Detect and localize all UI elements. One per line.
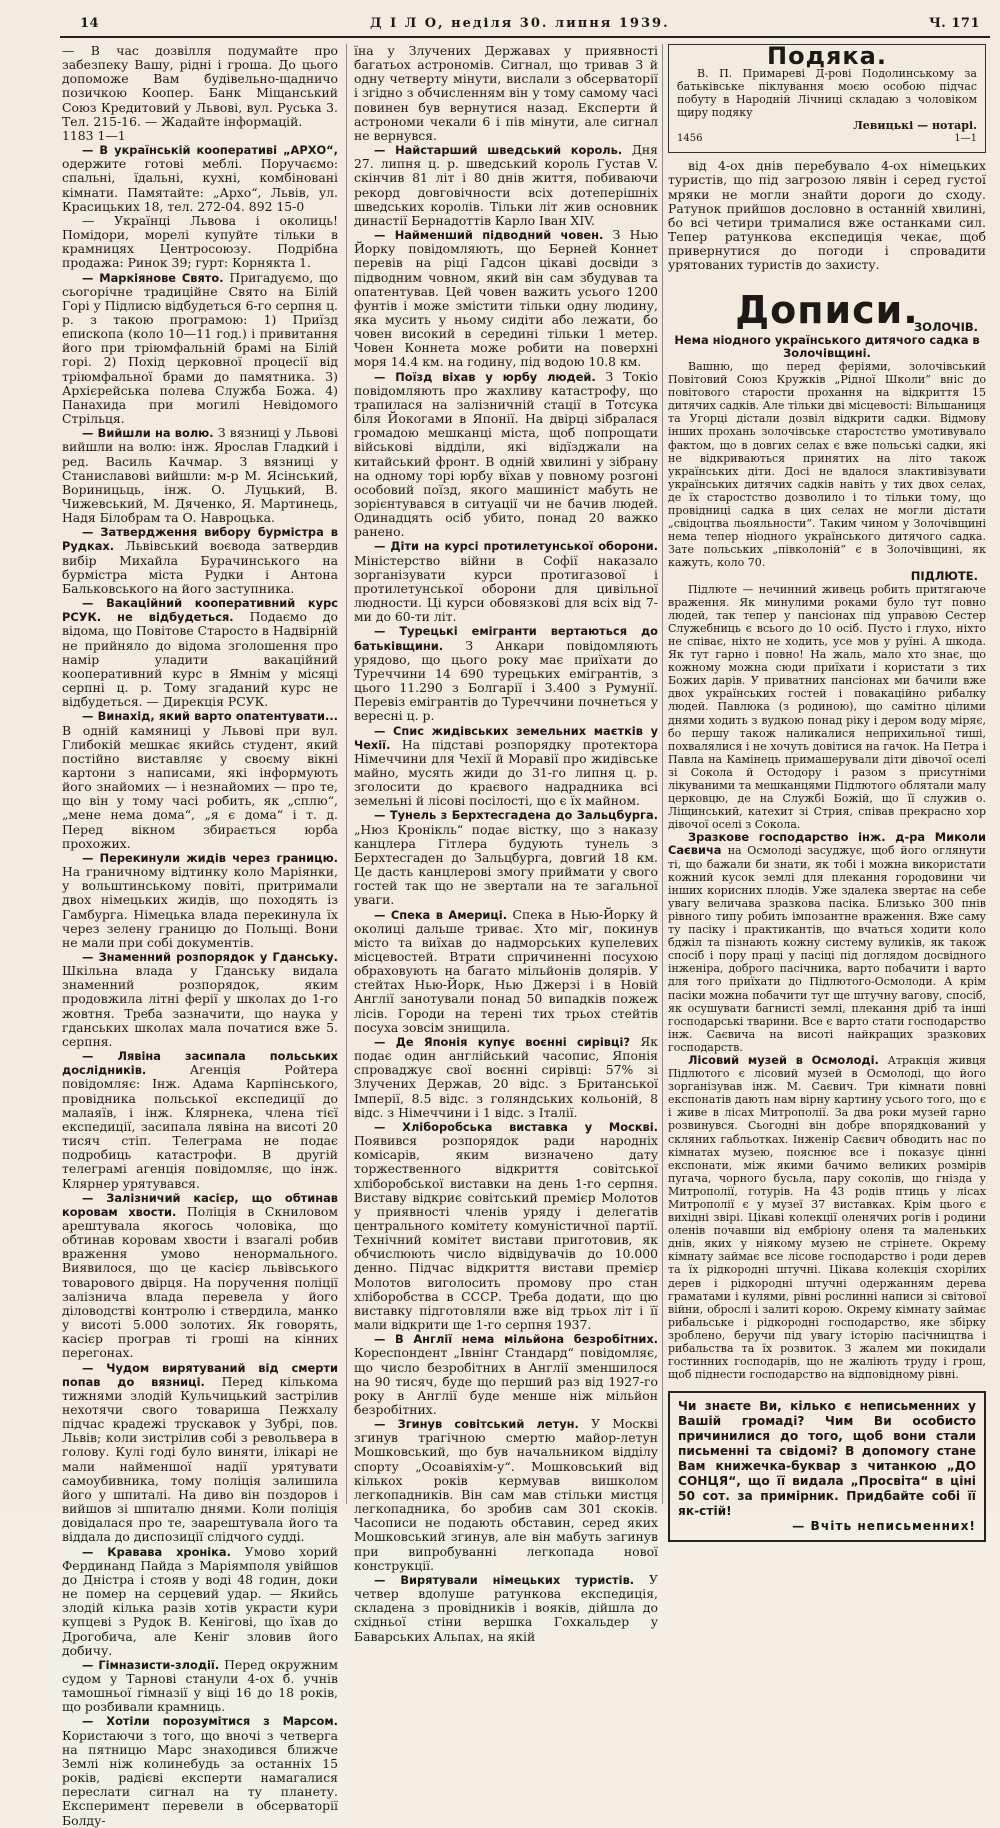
article — [62, 214, 338, 271]
article — [354, 1573, 658, 1644]
article-headline: — Затвердження вибору бурмістра в Рудках. — [62, 525, 338, 554]
article-headline: — Лявіна засипала польських дослідників. — [62, 1049, 338, 1078]
article-body: їна у Злучених Державах у приявності багатьох астрономів. Сигнал, що тривав 3 й одну четверту мінути, вислали з обсерваторії і згідно з обчисленням він у тому самому часі повинен був вернутися назад. Експерти й астрономи чекали 6 і пів мінути, але сигнал не вернувся. — [354, 43, 658, 143]
article-body: — Українці Львова і околиць! Помідори, морелі купуйте тільки в крамницях Центросоюзу. Подрібна продажа: Ринок 39; гурт: Корнякта 1. — [62, 212, 338, 271]
column-divider — [662, 44, 663, 1504]
article — [354, 1035, 658, 1120]
article-body: Кореспондент „Івнінг Стандард“ повідомляє, що число безробітних в Англії зменшилося на 90 тисяч, буде що перший раз від 1927-го року в Англії буде менше ніж мільйон безробітних. — [354, 1345, 658, 1417]
article — [62, 1361, 338, 1545]
promo-cta: — Вчіть неписьменних! — [792, 1519, 976, 1534]
article-headline: — Перекинули жидів через границю. — [82, 850, 338, 865]
article-body: У Москві згинув трагічною смертю майор-летун Мошковський, що був начальником відділу спорту „Осоавіяхім-у“. Мошковський від кількох років кермував вишколом легкопадників. Він сам мав стільки мистця легкопадника, бо зробив сам 301 скоків. Часописи не подають обставин, серед яких Мошковський згинув, але він мабуть загинув при випробуванні легкопада нової конструкції. — [354, 1416, 658, 1573]
article-body: Поліція в Скниловом арештувала якогось чоловіка, що обтинав коровам хвости і взагалі робив враження умово ненормального. Виявилося, що це касієр львівського товарового двірця. На поручення поліції залізнича влада перевела у його діловодстві контролю і ствердила, манко у висоті 5.000 золотих. Як говорять, касієр програв ті гроші на кінних перегонах. — [62, 1203, 338, 1361]
article-headline: — Вакаційний кооперативний курс РСУК. не відбудеться. — [62, 596, 338, 625]
article-body: З Токіо повідомляють про жахливу катастрофу, що трапилася на залізничній стації в Тотсука біля Йокогами в Японії. На двірці зібралася громадою мешканці міста, щоб попрощати військові відділи, які відїзджали на китайський фронт. В одній хвилині у зібрану на одному торі юрбу вїхав у повному розгоні особовий поїзд, якого машиніст мабуть не зорієнтувався в ситуації чи не бачив людей. Одинадцять осіб убито, понад 20 важко ранено. — [354, 368, 658, 540]
report-body — [668, 360, 986, 570]
article-body: З Анкари повідомляють урядово, що цього року має приїхати до Туреччини 14 690 турецьких емігрантів, з цього 11.290 з Болгарії і 3.400 з Румунії. Перевіз емігрантів до Туреччини почнеться у вересні ц. р. — [354, 637, 658, 724]
article — [62, 851, 338, 950]
article-headline: — Згинув совітський летун. — [374, 1417, 579, 1432]
issue-number: Ч. 171 — [928, 16, 980, 31]
header-rule — [60, 36, 990, 38]
article-headline: — Спис жидівських земельних маєтків у Чехії. — [354, 723, 658, 752]
article — [62, 596, 338, 709]
article — [62, 1658, 338, 1715]
article — [62, 1714, 338, 1827]
report-text: Атракція живця Підлютого є лісовий музей в Осмолоді, що його зорганізував інж. М. Саєвич. Три кімнати повні експонатів дають нам вірну картину усього того, що є і живе в лісах Митрополії. За два роки музей гарно розвинувся. Сьогодні він добре впорядкований у скляних габльотках. Інженір Саєвич обводить нас по кімнатах музею, пояснює все і показує цінні експонати, між якими бачимо великих розмірів пугача, чорного бусьла, пару соколів, що гнізда у Митрополії, готурів. На 43 родів птиць у лісах Митрополії є у музеї 37 виставках. Крім цього є вихідні звірі. Цікаві колекції оленячих рогів і родини оленів почавши від ембріону оленя та маленьких днів, яких у ніякому музею не стрінете. Окрему кімнату займає все лісове господарство і роди дерев та їх рідкородні штучні. Цікава колекція схорілих дерев і рідкородні штучні одержанням дерева граматами і кулями, рівні рослинні написи зі світової війни, оброслі і залиті корою. Окрему кімнату займає рибальське і рідкородні господарство, яке збірку зроблено, беручи під увагу історію пасічництва і рибальства та їх розвиток. З жалем ми покидали гостинних господарів, що не жаліють труду і грош, щоб піднести господарство на відповідному рівні. — [668, 1053, 987, 1382]
article-body: — В час дозвілля подумайте про забезпеку Вашу, рідні і гроша. До цього допоможе Вам будівельно-щадничо позичкою Коопер. Банк Міщанський Союз Кредитовий у Львові, вул. Руська 3. Тел. 215-16. — Жадайте інформацій. — [62, 43, 338, 129]
article-headline: — Поїзд віхав у юрбу людей. — [374, 369, 596, 384]
article — [354, 908, 658, 1035]
article — [354, 1120, 658, 1332]
article — [354, 1332, 658, 1417]
article — [62, 525, 338, 596]
article-headline: — Тунель з Берхтесгадена до Зальцбурга. — [374, 808, 658, 823]
article-body: Перед окружним судом у Тарнові станули 4-ох б. учнів тамошньої гімназії у віці 16 до 18 років, що розбивали крамниць. — [62, 1656, 339, 1715]
article-body: Як подає один англійський часопис, Японія спроваджує свої воєнні сирівці: 57% зі Злучених Держав, 20 відс. з Британської Імперії, 8.5 відс. з голяндських кольоній, 8 відс. з Німеччини і 1 відс. з Італії. — [354, 1033, 658, 1120]
page-header — [80, 16, 980, 38]
report-body — [668, 831, 986, 1054]
article — [354, 624, 658, 723]
article-body: Появився розпорядок ради народніх комісарів, яким визначено дату торжественного відкриття совітської хліборобської виставки на день 1-го серпня. Виставу відкриє совітський премієр Молотов у приявності членів уряду і делегатів центрального комітету комуністичної партії. Технічний комітет вистави приготовив, як обчислюють число відвідувачів до 10.000 денно. Підчас відкриття вистави премієр Молотов виголосить промову про стан хліборобства в СССР. Треба додати, що цю виставку підготовляли вже від трьох літ і її мали відкрити ще 1-го серпня 1937. — [354, 1133, 658, 1333]
article — [62, 44, 338, 129]
article-body: 1183 1—1 — [62, 127, 126, 143]
thanks-text: В. П. Примареві Д-рові Подолинському за батьківське піклування моєю особою підчас побуту в Народній Лічниці складаю з чоловіком щиру подяку — [677, 67, 977, 120]
article — [62, 426, 338, 525]
article — [354, 808, 658, 907]
article-headline: — Діти на курсі протилетунської оборони. — [374, 539, 658, 554]
article — [62, 1049, 338, 1191]
article — [354, 1417, 658, 1573]
article — [62, 129, 338, 143]
article-body: Перед кількома тижнями злодій Кульчицький застрілив нехотячи свого товариша Пежхалу підчас крадежі трускавок у Зубрі, пов. Львів; коли зистрілив собі з револьвера в голову. Кулі годі було виняти, ілікарі не мали найменшої надії урятувати самоубивника, тому поліція залишила його у шпиталі. На диво він поздоров і вийшов зі шпиталю днями. Коли поліція довідалася про те, заарештувала його та віддала до диспозиції слідчого судді. — [62, 1373, 338, 1545]
article-body: Агенція Ройтера повідомляє: Інж. Адама Карпінського, провідника польської експедиції до малаяїв, і інж. Клярнека, члена тієї експедиції, засипала лявіна на висоті 20 тисяч стіп. Телеграма не подає подробиць катастрофи. В другій телеграмі агенція повідомляє, що інж. Клярнер урятувався. — [62, 1062, 338, 1191]
article-headline: — Винахід, який варто опатентувати... — [82, 709, 338, 724]
article-headline: — Де Японія купує воєнні сирівці? — [374, 1034, 630, 1049]
report-body — [668, 1054, 986, 1381]
column-3 — [668, 42, 987, 1534]
article — [62, 1191, 338, 1361]
article-body: Міністерство війни в Софії наказало зорганізувати курси протигазової і протилетунської оборони для цивільної людности. Ці курси обовязкові для всіх від 7-ми до 60-ти літ. — [354, 552, 658, 625]
thanks-title: Подяка. — [767, 42, 887, 70]
article — [354, 143, 658, 228]
article-headline: — Найстарший шведський король. — [374, 143, 623, 158]
article-headline: — Хотіли порозумітися з Марсом. — [82, 1714, 338, 1729]
thanks-codes — [677, 132, 977, 146]
dopysy-section — [668, 321, 986, 1382]
article-body: Пригадуємо, що сьогорічне традиційне Свято на Білій Горі у Підлисю відбудеться 6-го серпня ц. р. з такою програмою: 1) Приїзд епископа (коло 10—11 год.) і привитання його при тріюмфальній брамі на Білій горі. 2) Похід церковної процесії від тріюмфальної брами до памятника. 3) Архієрейська полева Служба Божа. 4) Панахида при могилі Невідомого Стрільця. — [62, 269, 338, 427]
article — [62, 950, 338, 1049]
report-text: Підлюте — нечинний живець робить притягаюче враження. Як минулими роками було тут повно людей, так тепер у пансіонах під управою Сестер Служебниць є всього до 10 осіб. Пусто і глухо, ніхто не співає, ніхто не ходить, усе мов у руїні. А шкода. Як тут гарно і повно! На жаль, мало хто знає, що кожному можна сюди приїхати і користати з тих Божих дарів. У приватних пансіонах ми бачили вже двох українських гостей і повакаційно рибалку людей. Павлюка (з родиною), що самітно цілими днями ходить з вудкою понад ріку і дером воду міряє, бо першу також наликалися неприхильної тиші, похвалялися і не хочуть довітися на гачок. На Петра і Павла на Камінець примашерували діти дівочої оселі зі Сокола й Остодору і разом з присутніми лікуваними та мешканцями Підлютого облятали малу церковцю, де на Службі Божій, що її служив о. Ліщинський, катехит зі Стрия, співав прекрасно хор дівочої оселі з Сокола. — [668, 582, 986, 832]
article-headline: — Спека в Америці. — [374, 907, 508, 922]
article — [354, 539, 658, 624]
article-body: Користаючи з того, що вночі з четверга на пятницю Марс знаходився ближче Землі ніж колинебудь за останніх 15 років, радієві експерти намагалися переслати сигнал на ту планету. Експеримент перевели в обсерваторії Болду- — [62, 1727, 338, 1828]
column-1 — [62, 43, 339, 1828]
article-headline: — Знаменний розпорядок у Гданську. — [82, 950, 338, 964]
article-body: Шкільна влада у Гданську видала знаменний розпорядок, яким продовжила літні ферії у школах до 1-го жовтня. Треба зазначити, що наука у гданських школах мала початися вже 5. серпня. — [62, 963, 338, 1049]
article-body: Подаємо до відома, що Повітове Старосто в Надвірній не прийняло до відома зголошення про намір уладити вакаційний кооперативний курс в Ямнім у місяці серпні ц. р. Тому згаданий курс не відбудеться. — Дирекція РСУК. — [62, 609, 339, 710]
article-continuation: від 4-ох днів перебувало 4-ох німецьких туристів, що під загрозою лявін і серед густої мряки не могли знайти дороги до сходу. Ратунок прийшов дословно в останній хвилині, бо всі четири трималися вже останками сил. Тепер ратункова експедиція чекає, щоб привернутися до погоди і спровадити урятованих туристів до захисту. — [668, 158, 986, 273]
article-body: В одній камяниці у Львові при вул. Глибокій мешкає якийсь студент, який постійно виставляє у своєму вікні картони з написами, які інформують його знайомих — і незнайомих — про те, що він у тому часі робить, як „сплю“, „мене нема дома“, „я є дома“ і т. д. Перед вікном збирається юрба прохожих. — [62, 722, 338, 851]
article-body: Спека в Нью-Йорку й околиці дальше триває. Хто міг, покинув місто та виїхав до надморських купелевих місцевостей. Втрати спричиненні посухою обраховують на багато мільйонів долярів. У стейтах Нью-Йорк, Нью Джерзі і в Новій Англії занотували понад 50 випадків пожеж лісів. Городи на терені тих трьох стейтів посуха зовсім знищила. — [354, 906, 659, 1035]
article — [354, 370, 658, 540]
article-headline: — Кравава хроніка. — [82, 1544, 231, 1559]
article-body: З Нью Йорку повідомляють, що Берней Коннет перевів на ріці Гадсон цікаві досвіди з підводним човном, який він сам збудував та опатентував. Цей човен важить усього 1200 фунтів і може змістити тільки одну людину, яка мусить у ньому сидіти або лежати, бо човен високий в середині тільки 1 метер. Човен Коннета може робити на поверхні моря 14.4 км. на годину, під водою 10.8 км. — [354, 227, 658, 370]
article-headline: — Турецькі емігранти вертаються до батьківщини. — [354, 624, 658, 653]
report-body — [668, 583, 986, 832]
article — [354, 44, 658, 143]
article-body: Львівський воєвода затвердив вибір Михайла Бурачинського на бурмістра міста Рудки і Антона Бальковського на його заступника. — [62, 538, 338, 596]
report-headline: Зразкове господарство інж. д-ра Миколи Саєвича — [668, 830, 986, 858]
article-headline: — Чудом вирятуваний від смерти попав до вязниці. — [62, 1360, 338, 1389]
article-body: У четвер вдолуше ратункова експедиція, складена з провідників і вояків, дійшла до східньої стіни вершка Гохкальдер у Баварських Альпах, на якій — [354, 1571, 658, 1644]
report-headline: Лісовий музей в Осмолоді. — [688, 1052, 888, 1067]
article-body: На підставі розпорядку протектора Німеччини для Чехії й Моравії про жидівське майно, мусять жиди до 31-го липня ц. р. зголосити до краєвого надрадника всі земельні й лісові посілості, що є їх майном. — [354, 736, 658, 809]
article-headline: — Найменший підводний човен. — [374, 228, 604, 243]
article — [354, 228, 658, 370]
article-body: На граничному відтинку коло Маріянки, у вольштинському повіті, притримали двох німецьких жидів, що походять із Гамбурга. Німецька влада перекинула їх через зелену границю до Польщі. Вони не мали при собі документів. — [62, 864, 338, 950]
section-title: Дописи. — [735, 287, 919, 332]
article-body: „Нюз Кронікль“ подає вістку, що з наказу канцлера Гітлера будують тунель з Берхтесгаден до Зальцбурга, довгий 18 км. Це дасть канцлерові змогу приймати у свого гостей так що не звертали на те загальної уваги. — [354, 821, 658, 908]
ad-code: 1456 — [677, 133, 703, 145]
article — [354, 724, 658, 809]
article-headline: — В Англії нема мільйона безробітних. — [374, 1332, 658, 1347]
article-headline: — Вирятували німецьких туристів. — [374, 1572, 635, 1587]
report-text: Вашню, що перед феріями, золочівський Повітовий Союз Кружків „Рідної Школи“ вніс до повітового старости прохання на відкриття 15 дитячих садків. Але тільки дві місцевості: Вільшаниця та Угорці дістали дозвіл відкрити садки. Відмову інших прохань золочівське старостство умотивувало фактом, що в довгих селах є вже польські садки, які не відкриваються принятих на літо також українських діти. Досі не вдалося злактивізувати українських дитячих садків навіть у тих двох селах, де їх старостство дозволило і то тільки тому, що провідниці садка в цих селах не могли дістати „свідоцтва льояльности“. Таким чином у Золочівщині нема тепер ніодного українського дитячого садка. Зате польських „півколоній“ є в Золочівщині, як кажуть, коло 70. — [668, 360, 986, 570]
page-number: 14 — [80, 16, 100, 31]
article-body: Умово хорий Фердинанд Пайда з Маріямполя увійшов до Дністра і стояв у воді 48 годин, доки не помер на серцевий удар. — Якийсь злодій кілька разів хотів украсти кури купцеві з Рудок В. Кенігові, що їхав до Дрогобича, але Кеніг зловив його добичу. — [62, 1543, 338, 1658]
dateline: ПІДЛЮТЕ. — [910, 568, 978, 583]
article-headline: — Маркіянове Свято. — [82, 270, 224, 285]
article-body: Дня 27. липня ц. р. шведський король Густав V. скінчив 81 літ і 80 днів життя, побиваючи рекорд довговічности всіх дотеперішніх шведських королів. Тільки літ жив основник династії Бернадоттів Карло Іван XIV. — [354, 142, 658, 228]
article-headline: — Залізничий касієр, що обтинав коровам хвости. — [62, 1190, 338, 1219]
report-headline: Нема ніодного українського дитячого садка в Золочівщині. — [674, 332, 980, 360]
article-headline: — Вийшли на волю. — [82, 426, 214, 441]
article-headline: — Хліборобська виставка у Москві. — [374, 1119, 658, 1134]
literacy-promo — [668, 1391, 986, 1542]
article-headline: — Гімназисти-злодії. — [82, 1657, 220, 1672]
article — [62, 143, 338, 214]
article — [62, 709, 338, 851]
report-text: на Осмолоді засуджує, щоб його оглянути ті, що бажали би знати, як тобі і можна використати кожний кусок землі для плекання городовини чи інших корисних плодів. Уже здалека звертає на себе увагу величава зразкова пасіка. Близько 300 пнів рівного типу робить імпозантне враження. Вже саму ту пасіку і практикантів, що вчаться ходити коло бджіл та пізнають кожну систему вуликів, як також спосіб і пору праці у пасіці під доглядом досвідного інженіра, доброго пасічника, варто побачити і варто для того приїхати до Підлютого-Осмолоди. А крім пасіки можна побачити тут ще штучну вагову, спосіб, як осушувати багнисті землі, плекання дріб та інші господарські тварини. Все є варто стати господарство інж. Саєвича на висоті найкращих зразкових господарств. — [668, 844, 986, 1054]
article — [62, 1545, 338, 1658]
column-2 — [354, 43, 659, 1644]
article — [62, 271, 338, 427]
column-divider — [346, 44, 347, 1504]
article-body: З вязниці у Львові вийшли на волю: інж. Ярослав Гладкий і ред. Василь Качмар. З вязниці у Станиславові вийшли: м-р М. Ясінський, Вориницьць, інж. О. Луцький, В. Чижевський, М. Дяченко, Я. Мартинець, Надя Білобрам та О. Навроцька. — [62, 425, 338, 526]
promo-text: Чи знаєте Ви, кілько є неписьменних у Вашій громаді? Чим Ви особисто причинилися до того, щоб вони стали письменні та свідомі? В допомогу стане Вам книжечка-буквар з читанкою „ДО СОНЦЯ“, що її видала „Просвіта“ в ціні 50 сот. за примірник. Придбайте собі її як-стій! — [678, 1399, 976, 1519]
article-headline: — В українській кооперативі „АРХО“, — [82, 143, 338, 158]
dateline: ЗОЛОЧІВ. — [914, 319, 978, 334]
article-body: одержите готові меблі. Поручаємо: спальні, їдальні, кухні, комбіновані кімнати. Памятайте: „Архо“, Львів, ул. Красицьких 18, тел. 272-04. 892 15-0 — [62, 156, 338, 214]
ad-code: 1—1 — [954, 133, 977, 145]
thanks-signature: Левицькі — нотарі. — [853, 119, 977, 133]
masthead: Д І Л О, неділя 30. липня 1939. — [370, 16, 670, 31]
thanks-notice — [668, 44, 986, 153]
